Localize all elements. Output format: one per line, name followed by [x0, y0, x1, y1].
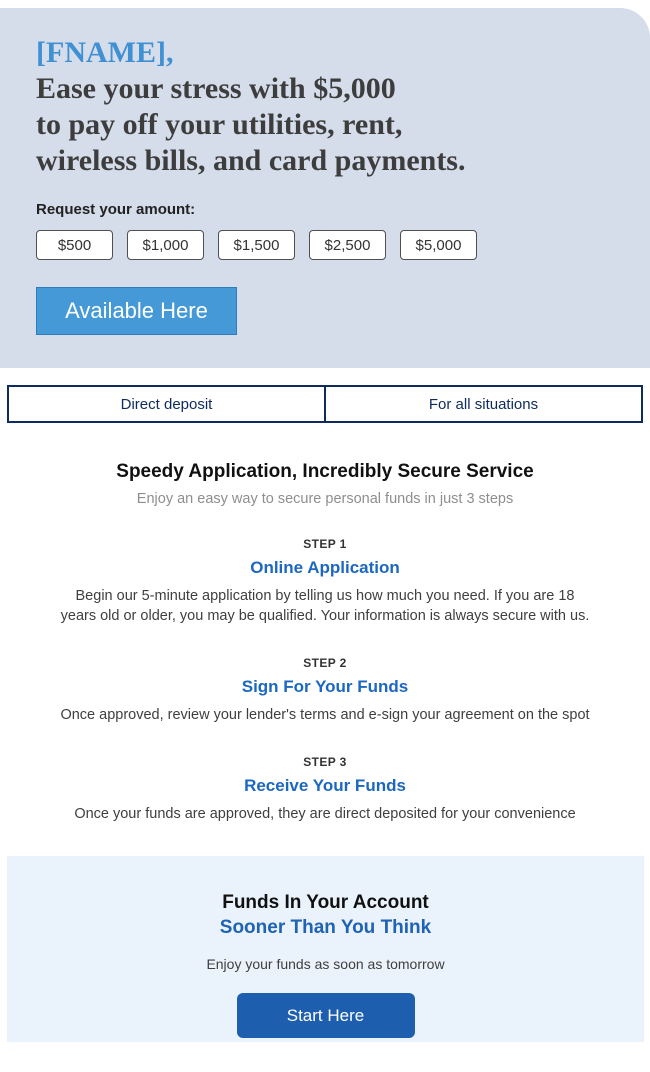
start-here-button[interactable]: Start Here — [237, 993, 415, 1038]
hero-headline-line3: wireless bills, and card payments. — [36, 144, 466, 177]
amount-button-500[interactable]: $500 — [36, 230, 113, 260]
hero-headline — [36, 71, 614, 179]
amount-button-2500[interactable]: $2,500 — [309, 230, 386, 260]
feature-all-situations: For all situations — [428, 395, 539, 413]
step-3-label: STEP 3 — [303, 755, 347, 769]
steps-title: Speedy Application, Incredibly Secure Service — [116, 461, 534, 482]
amount-button-1500[interactable]: $1,500 — [218, 230, 295, 260]
step-3-description: Once your funds are approved, they are direct deposited for your convenience — [74, 806, 576, 822]
step-1-label: STEP 1 — [303, 537, 347, 551]
amount-button-5000[interactable]: $5,000 — [400, 230, 477, 260]
step-3-title: Receive Your Funds — [244, 776, 406, 795]
hero-headline-line1: Ease your stress with $5,000 — [36, 72, 396, 105]
footer-title-line2: Sooner Than You Think — [219, 917, 432, 938]
step-2-label: STEP 2 — [303, 656, 347, 670]
footer-subtitle: Enjoy your funds as soon as tomorrow — [206, 956, 445, 972]
step-2-description: Once approved, review your lender's terms and e-sign your agreement on the spot — [60, 707, 590, 723]
step-1-description: Begin our 5-minute application by telling us how much you need. If you are 18 years old or older, you may be qualified. Your information is always secure with us. — [60, 588, 590, 624]
feature-bar — [7, 385, 643, 423]
step-3 — [45, 755, 605, 824]
amount-button-1000[interactable]: $1,000 — [127, 230, 204, 260]
fname-placeholder: [FNAME], — [36, 36, 174, 69]
hero-section — [0, 8, 650, 368]
hero-headline-line2: to pay off your utilities, rent, — [36, 108, 403, 141]
request-amount-label: Request your amount: — [36, 201, 196, 218]
footer-cta-section — [7, 856, 644, 1042]
step-2 — [45, 656, 605, 725]
feature-direct-deposit: Direct deposit — [9, 387, 326, 421]
steps-section — [0, 423, 650, 824]
footer-title-line1: Funds In Your Account — [222, 892, 429, 913]
amount-options-row — [36, 230, 614, 260]
step-1 — [45, 537, 605, 626]
step-1-title: Online Application — [250, 558, 400, 577]
steps-subtitle: Enjoy an easy way to secure personal funds in just 3 steps — [136, 491, 514, 507]
step-2-title: Sign For Your Funds — [241, 677, 409, 696]
available-here-button[interactable]: Available Here — [36, 287, 237, 335]
